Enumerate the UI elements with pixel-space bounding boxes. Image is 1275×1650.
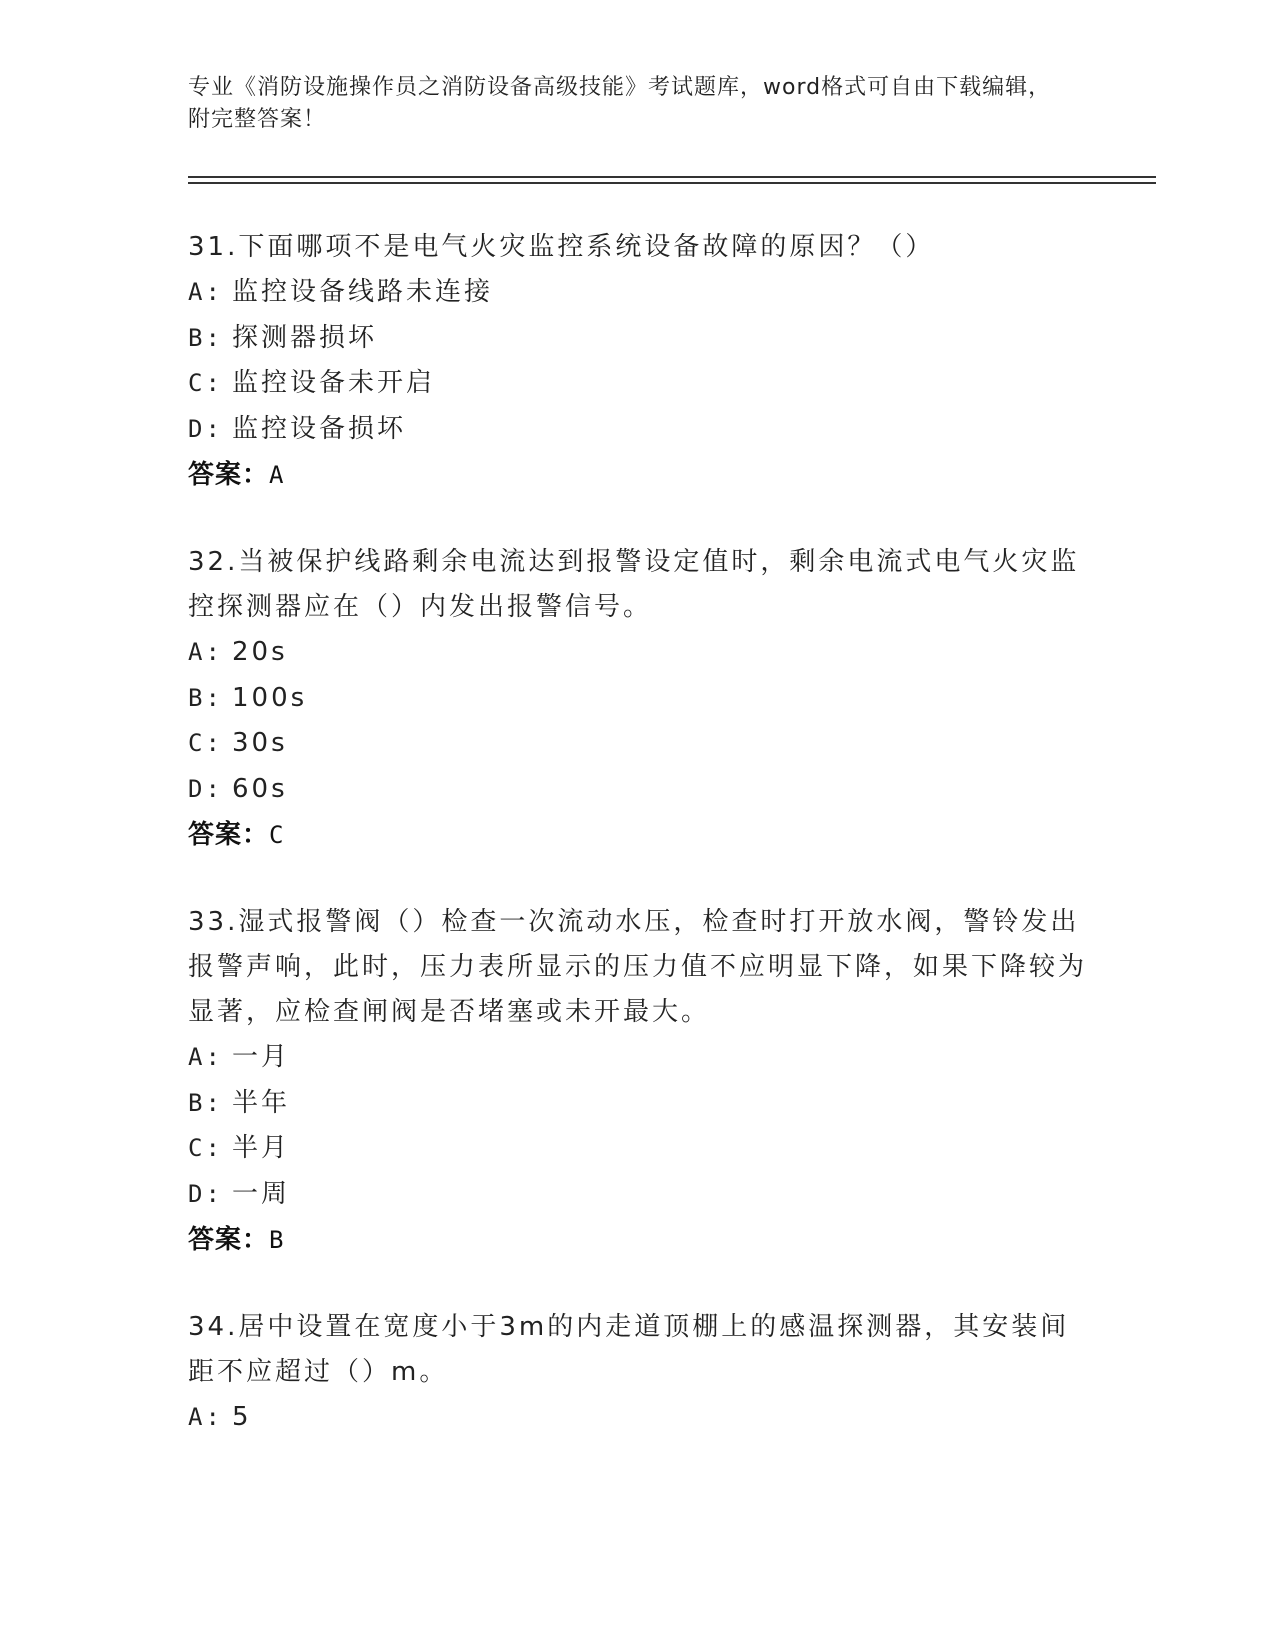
question-31 xyxy=(188,225,1088,498)
option-text: 60s xyxy=(232,773,288,804)
answer-line xyxy=(188,452,1088,498)
document-header: 专业《消防设施操作员之消防设备高级技能》考试题库，word格式可自由下载编辑，附完整答案！ xyxy=(188,75,1052,132)
option-letter: B: xyxy=(188,683,223,712)
option-text: 半年 xyxy=(232,1087,291,1118)
option-text: 一月 xyxy=(232,1042,291,1072)
option-text: 20s xyxy=(232,637,288,667)
answer-label: 答案： xyxy=(188,1225,270,1255)
option-d xyxy=(188,767,1088,813)
option-letter: D: xyxy=(188,414,223,443)
option-b xyxy=(188,676,1088,722)
question-stem: 32.当被保护线路剩余电流达到报警设定值时，剩余电流式电气火灾监控探测器应在（）内发出报警信号。 xyxy=(188,547,1080,622)
option-a xyxy=(188,1395,1088,1441)
option-letter: B: xyxy=(188,323,223,352)
option-c xyxy=(188,1126,1088,1172)
option-c xyxy=(188,361,1088,407)
option-letter: C: xyxy=(188,369,223,397)
option-text: 监控设备损坏 xyxy=(232,413,407,444)
question-stem: 33.湿式报警阀（）检查一次流动水压，检查时打开放水阀，警铃发出报警声响，此时，压力表所显示的压力值不应明显下降，如果下降较为显著，应检查闸阀是否堵塞或未开最大。 xyxy=(188,907,1088,1027)
option-letter: D: xyxy=(188,774,223,803)
option-a xyxy=(188,630,1088,676)
option-text: 监控设备线路未连接 xyxy=(232,277,494,307)
option-text: 100s xyxy=(232,682,308,713)
answer-label: 答案： xyxy=(188,820,270,850)
option-text: 半月 xyxy=(232,1133,291,1163)
option-text: 一周 xyxy=(232,1178,291,1209)
question-33 xyxy=(188,900,1088,1263)
question-32 xyxy=(188,540,1088,858)
answer-label: 答案： xyxy=(188,460,270,490)
option-b xyxy=(188,1081,1088,1127)
question-stem: 31.下面哪项不是电气火灾监控系统设备故障的原因？（） xyxy=(188,232,935,262)
option-text: 探测器损坏 xyxy=(232,322,378,353)
option-letter: A: xyxy=(188,278,223,306)
answer-value: A xyxy=(269,461,285,489)
option-letter: D: xyxy=(188,1179,223,1208)
option-d xyxy=(188,1172,1088,1218)
option-letter: A: xyxy=(188,638,223,666)
header-divider-top xyxy=(188,176,1156,178)
answer-line xyxy=(188,812,1088,858)
option-letter: A: xyxy=(188,1403,223,1431)
option-a xyxy=(188,270,1088,316)
answer-value: B xyxy=(269,1226,285,1254)
option-text: 30s xyxy=(232,728,288,758)
option-c xyxy=(188,721,1088,767)
option-letter: C: xyxy=(188,1134,223,1162)
option-text: 5 xyxy=(232,1402,252,1432)
option-b xyxy=(188,316,1088,362)
answer-line xyxy=(188,1217,1088,1263)
question-stem: 34.居中设置在宽度小于3m的内走道顶棚上的感温探测器，其安装间距不应超过（）m。 xyxy=(188,1312,1070,1387)
option-text: 监控设备未开启 xyxy=(232,368,436,398)
option-d xyxy=(188,407,1088,453)
option-letter: A: xyxy=(188,1043,223,1071)
answer-value: C xyxy=(269,821,285,849)
option-letter: B: xyxy=(188,1088,223,1117)
option-a xyxy=(188,1035,1088,1081)
header-divider-bottom xyxy=(188,182,1156,184)
question-34 xyxy=(188,1305,1088,1441)
option-letter: C: xyxy=(188,729,223,757)
